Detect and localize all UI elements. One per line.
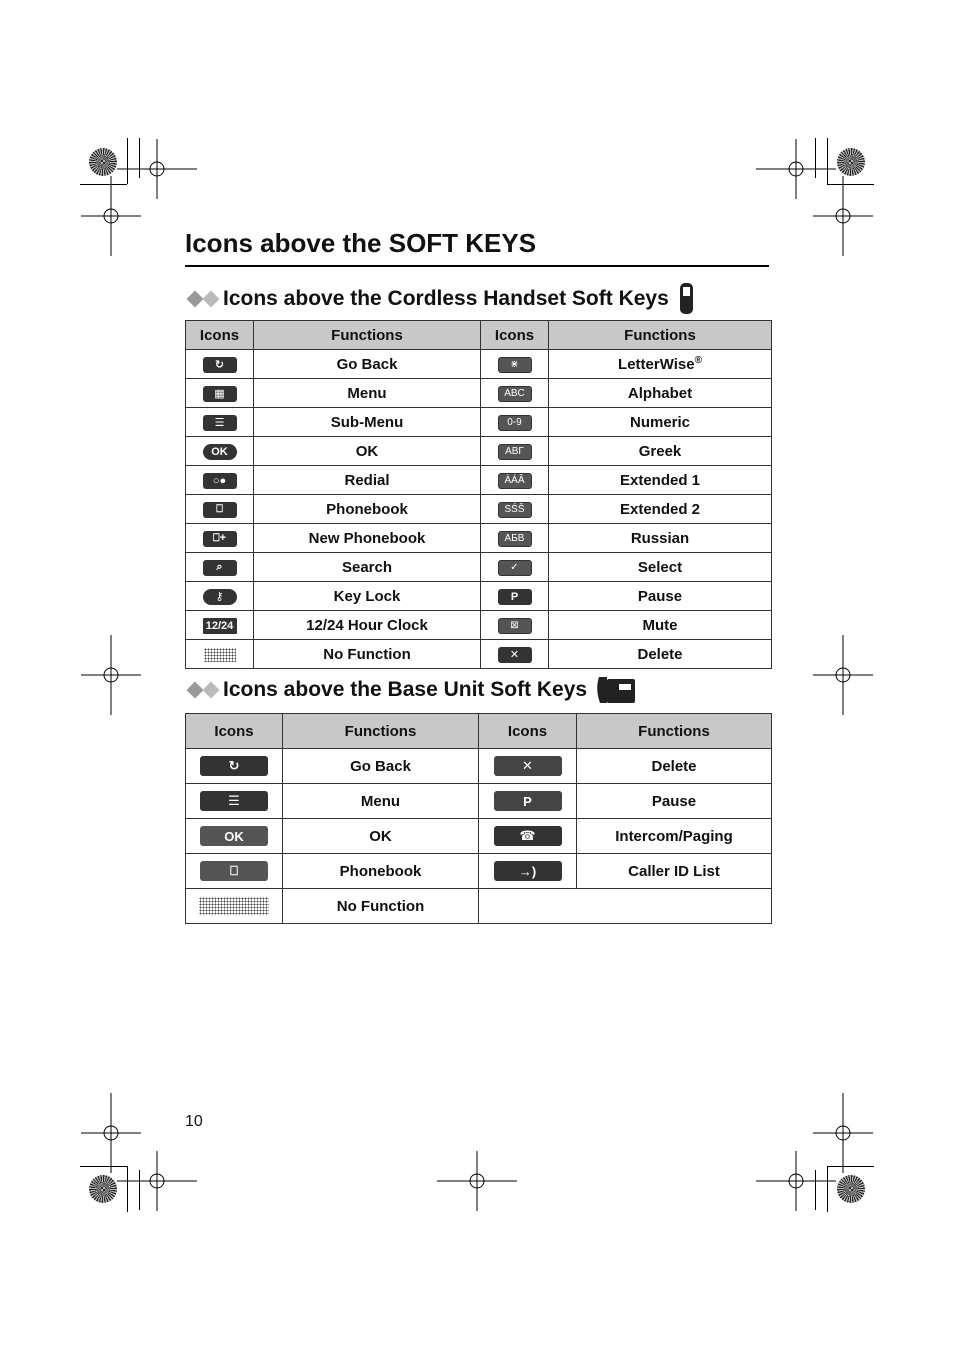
table-row (186, 819, 772, 854)
function-label: Menu (254, 379, 481, 408)
function-label: Pause (577, 784, 772, 819)
table-row (186, 379, 772, 408)
table-row (186, 466, 772, 495)
column-header: Functions (254, 321, 481, 350)
function-label: LetterWise® (549, 350, 772, 379)
function-label: New Phonebook (254, 524, 481, 553)
function-label: Extended 1 (549, 466, 772, 495)
function-label: Caller ID List (577, 854, 772, 889)
table-row (186, 350, 772, 379)
select-icon: ✓ (498, 560, 532, 576)
function-label: Russian (549, 524, 772, 553)
phonebook-icon: ⎕ (203, 502, 237, 518)
table-row (186, 889, 772, 924)
function-label: Select (549, 553, 772, 582)
page-number: 10 (185, 1113, 203, 1130)
table-header-row (186, 714, 772, 749)
menu-icon: ▦ (203, 386, 237, 402)
function-label: Phonebook (254, 495, 481, 524)
ok-icon: OK (200, 826, 268, 846)
delete-icon: ✕ (498, 647, 532, 663)
go-back-icon: ↻ (203, 357, 237, 373)
mute-icon: ⊠ (498, 618, 532, 634)
intercom-icon: ☎ (494, 826, 562, 846)
greek-icon: ΑΒΓ (498, 444, 532, 460)
function-label: Mute (549, 611, 772, 640)
table-row (186, 408, 772, 437)
column-header: Icons (481, 321, 549, 350)
function-label: Numeric (549, 408, 772, 437)
column-header: Icons (479, 714, 577, 749)
base-heading-text: Icons above the Base Unit Soft Keys (223, 678, 588, 701)
key-lock-icon: ⚷ (203, 589, 237, 605)
ok-icon: OK (203, 444, 237, 460)
function-label: Delete (549, 640, 772, 669)
table-row (186, 495, 772, 524)
table-row (186, 854, 772, 889)
base-unit-icon (595, 673, 637, 707)
table-row (186, 437, 772, 466)
column-header: Functions (549, 321, 772, 350)
clock-12-24-icon: 12/24 (203, 618, 237, 634)
handset-icons-table (185, 320, 772, 669)
table-row (186, 640, 772, 669)
diamond-bullet-icon (187, 293, 219, 305)
new-phonebook-icon: ⎕+ (203, 531, 237, 547)
phonebook-icon: ⎕ (200, 861, 268, 881)
column-header: Icons (186, 714, 283, 749)
diamond-bullet-icon (187, 684, 219, 696)
cordless-handset-icon (679, 282, 695, 316)
column-header: Functions (577, 714, 772, 749)
function-label: 12/24 Hour Clock (254, 611, 481, 640)
pause-icon: P (498, 589, 532, 605)
extended-1-icon: ÀÁÂ (498, 473, 532, 489)
redial-icon: ○● (203, 473, 237, 489)
go-back-icon: ↻ (200, 756, 268, 776)
handset-section-heading (187, 282, 695, 316)
empty-cell (479, 889, 772, 924)
function-label: Key Lock (254, 582, 481, 611)
table-row (186, 749, 772, 784)
alphabet-icon: ABC (498, 386, 532, 402)
handset-heading-text: Icons above the Cordless Handset Soft Keys (223, 287, 669, 310)
base-icons-table (185, 713, 772, 924)
caller-id-icon: →) (494, 861, 562, 881)
table-row (186, 784, 772, 819)
function-label: Phonebook (283, 854, 479, 889)
column-header: Functions (283, 714, 479, 749)
table-row (186, 553, 772, 582)
table-row (186, 611, 772, 640)
function-label: Delete (577, 749, 772, 784)
function-label: Pause (549, 582, 772, 611)
title-divider (185, 265, 769, 267)
sub-menu-icon: ☰ (203, 415, 237, 431)
letterwise-icon: ⋇ (498, 357, 532, 373)
function-label: Go Back (283, 749, 479, 784)
function-label: Extended 2 (549, 495, 772, 524)
function-label: Search (254, 553, 481, 582)
search-icon: ⌕ (203, 560, 237, 576)
function-label: OK (283, 819, 479, 854)
function-label: Greek (549, 437, 772, 466)
extended-2-icon: SŚŠ (498, 502, 532, 518)
function-label: Go Back (254, 350, 481, 379)
function-label: Intercom/Paging (577, 819, 772, 854)
numeric-icon: 0-9 (498, 415, 532, 431)
russian-icon: АБВ (498, 531, 532, 547)
no-function-icon (199, 897, 269, 915)
function-label: OK (254, 437, 481, 466)
page-title: Icons above the SOFT KEYS (185, 228, 537, 258)
table-row (186, 524, 772, 553)
function-label: Redial (254, 466, 481, 495)
function-label: Sub-Menu (254, 408, 481, 437)
function-label: Menu (283, 784, 479, 819)
pause-icon: P (494, 791, 562, 811)
function-label: Alphabet (549, 379, 772, 408)
table-header-row (186, 321, 772, 350)
no-function-icon (204, 648, 236, 662)
function-label: No Function (254, 640, 481, 669)
base-section-heading (187, 673, 637, 707)
function-label: No Function (283, 889, 479, 924)
delete-icon: ✕ (494, 756, 562, 776)
table-row (186, 582, 772, 611)
menu-icon: ☰ (200, 791, 268, 811)
column-header: Icons (186, 321, 254, 350)
